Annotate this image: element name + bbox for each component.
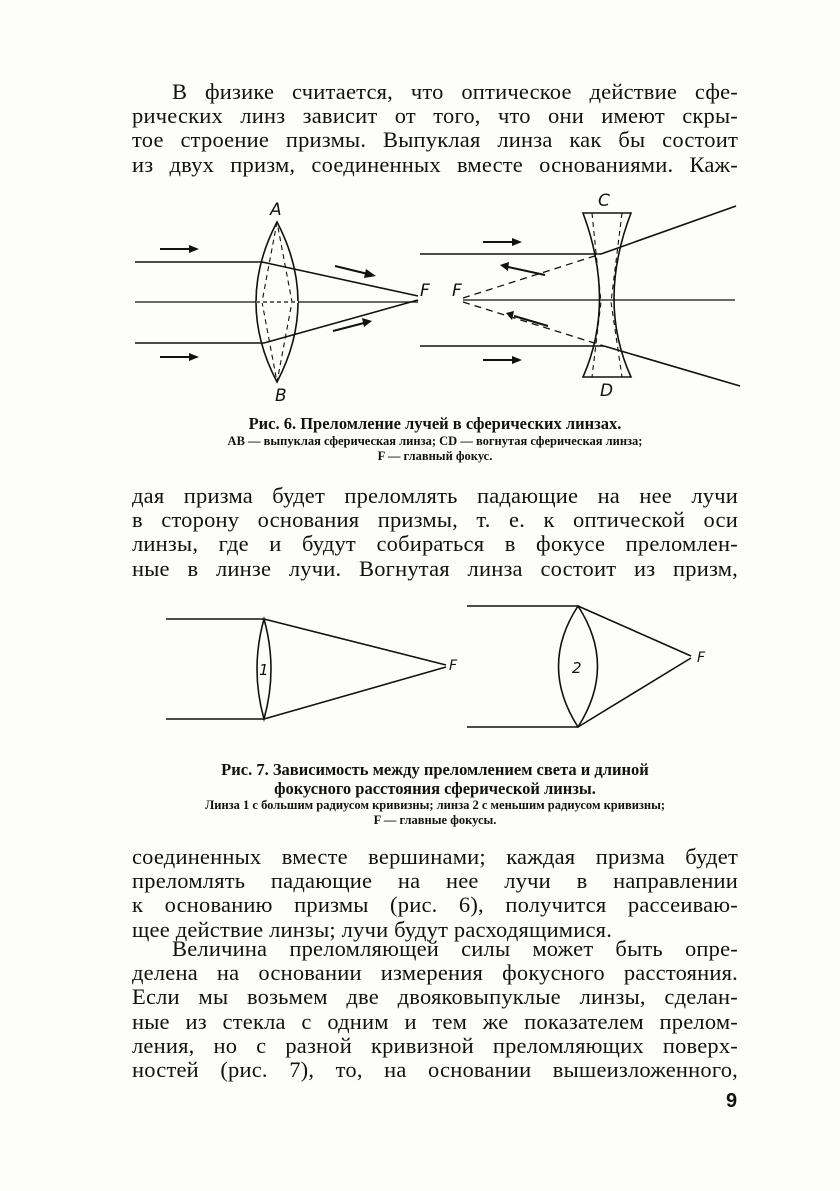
figure-6-caption (132, 414, 738, 464)
figure-7-caption (132, 760, 738, 828)
caption-legend: F — главные фокусы. (373, 813, 497, 827)
page-number: 9 (726, 1090, 738, 1112)
text-line: щее действие линзы; лучи будут расходящимися. (132, 916, 613, 942)
figure-7 (150, 598, 730, 728)
label-focus-1: F (449, 658, 458, 674)
caption-title: фокусного расстояния сферической линзы. (274, 779, 596, 798)
label-c: C (598, 191, 610, 211)
figure-6 (120, 188, 750, 410)
paragraph-2 (132, 484, 738, 581)
text-line: из двух призм, соединенных вместе основаниями. Каж- (132, 151, 738, 177)
paragraph-4 (132, 937, 738, 1082)
virtual-ray-upper (463, 254, 601, 298)
paragraph-1 (132, 80, 738, 177)
label-lens-2: 2 (572, 659, 582, 677)
text-line: в сторону основания призмы, т. е. к оптической оси (132, 507, 738, 533)
text-line: дая призма будет преломлять падающие на нее лучи (132, 483, 738, 508)
ray-lower-diverged (604, 346, 740, 386)
arrow (335, 266, 368, 274)
text-line: линзы, где и будут собираться в фокусе преломлен- (132, 531, 738, 557)
text-line: ления, но с разной кривизной преломляющих поверх- (132, 1032, 738, 1058)
concave-lens-inner (592, 213, 622, 377)
paragraph-3 (132, 845, 738, 942)
label-a: A (270, 200, 282, 220)
label-b: B (275, 386, 287, 406)
virtual-ray-lower (463, 302, 604, 346)
text-line: В физике считается, что оптическое действие сфе- (172, 79, 738, 104)
caption-title: Рис. 7. Зависимость между преломлением света и длиной (221, 760, 649, 779)
text-line: Если мы возьмем две двояковыпуклые линзы, сделан- (132, 984, 738, 1010)
label-focus-left: F (420, 281, 430, 301)
text-line: тое строение призмы. Выпуклая линза как бы состоит (132, 127, 738, 153)
caption-legend: AB — выпуклая сферическая линза; CD — вогнутая сферическая линза; (227, 434, 643, 448)
arrow (508, 267, 545, 275)
label-focus-right: F (452, 281, 462, 301)
ray-1-upper-refracted (264, 619, 446, 665)
caption-legend: F — главный фокус. (377, 449, 493, 463)
ray-1-lower-refracted (264, 667, 446, 719)
label-lens-1: 1 (259, 661, 269, 679)
arrow (333, 323, 364, 331)
text-line: рических линз зависит от того, что они имеют скры- (132, 103, 738, 129)
label-d: D (600, 381, 614, 401)
text-line: к основанию призмы (рис. 6), получится рассеиваю- (132, 892, 738, 918)
ray-lower-refracted (264, 300, 418, 343)
text-line: делена на основании измерения фокусного расстояния. (132, 960, 738, 986)
ray-2-lower-refracted (578, 658, 691, 727)
text-line: ные в линзе лучи. Вогнутая линза состоит из призм, (132, 555, 738, 581)
caption-legend: Линза 1 с большим радиусом кривизны; линза 2 с меньшим радиусом кривизны; (204, 798, 666, 812)
arrow (514, 316, 548, 326)
text-line: соединенных вместе вершинами; каждая призма будет (132, 844, 738, 869)
ray-2-upper-refracted (578, 606, 691, 656)
text-line: ные из стекла с одним и тем же показателем прелом- (132, 1008, 738, 1034)
caption-title: Рис. 6. Преломление лучей в сферических линзах. (248, 414, 622, 433)
text-line: ностей (рис. 7), то, на основании вышеизложенного, (132, 1057, 738, 1083)
text-line: преломлять падающие на нее лучи в направлении (132, 868, 738, 894)
text-line: Величина преломляющей силы может быть опре- (172, 936, 738, 961)
label-focus-2: F (697, 650, 706, 666)
